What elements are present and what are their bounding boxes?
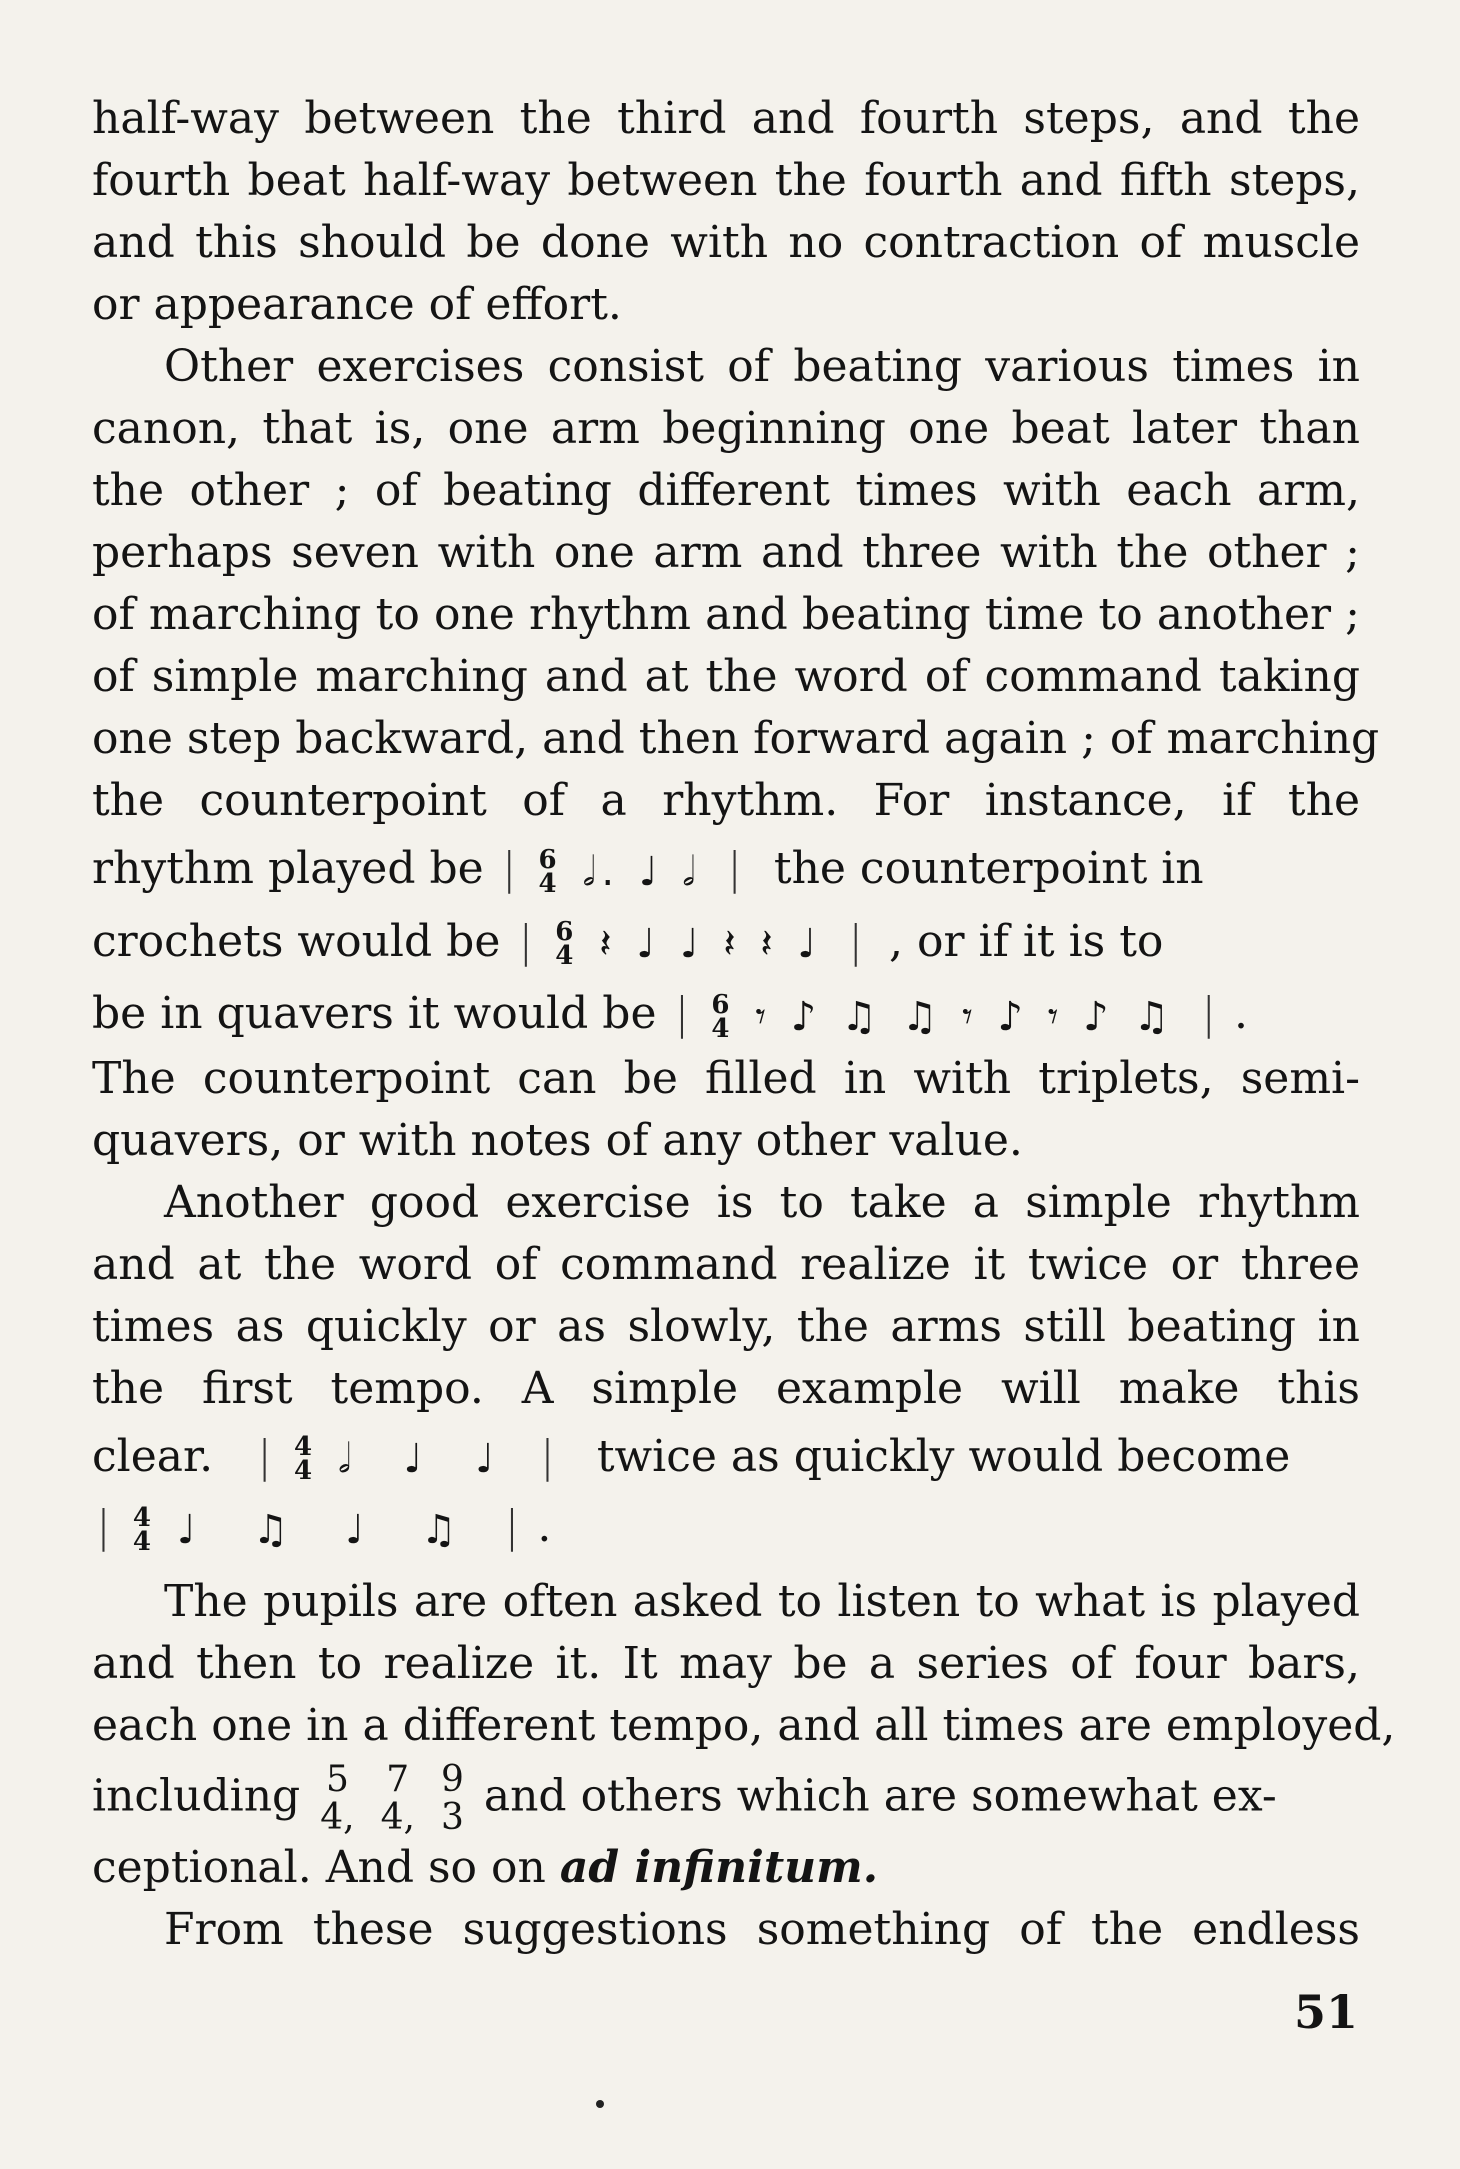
become-example-line — [92, 1496, 1360, 1561]
fraction-bottom: 3 — [440, 1796, 464, 1838]
time-signature-bottom: 4 — [294, 1456, 313, 1486]
music-notes: 𝅗𝅥 ♩ ♩ — [338, 1436, 514, 1482]
text-line: perhaps seven with one arm and three with the other ; — [92, 527, 1360, 578]
time-signature-top: 4 — [132, 1502, 151, 1533]
text-line: half-way between the third and fourth steps, and the — [92, 93, 1360, 144]
text-fragment: crochets would be — [92, 915, 501, 967]
italic-text: ad infinitum. — [559, 1841, 879, 1893]
time-fraction — [375, 1758, 421, 1838]
bar-line-icon: | — [848, 915, 864, 967]
fraction-bottom: 4, — [320, 1796, 355, 1838]
text-line: the counterpoint of a rhythm. For instance, if the — [92, 775, 1360, 826]
print-mark — [596, 2100, 604, 2108]
text-fragment: be in quavers it would be — [92, 988, 657, 1039]
time-signature-bottom: 4 — [711, 1013, 730, 1044]
crochets-example-line — [92, 911, 1360, 976]
time-signature-top: 6 — [711, 989, 730, 1020]
text-line: The counterpoint can be filled in with triplets, semi- — [92, 1052, 1360, 1104]
time-fraction — [314, 1758, 360, 1838]
fraction-bottom: 4, — [380, 1796, 415, 1838]
text-line: the first tempo. A simple example will make this — [92, 1362, 1360, 1414]
text-line: quavers, or with notes of any other value. — [92, 1114, 1023, 1166]
time-signature — [707, 989, 733, 1044]
time-signature — [535, 844, 561, 899]
page-number: 51 — [1293, 1985, 1358, 2039]
music-notes: 𝄽 ♩ ♩ 𝄽 𝄽 ♩ — [599, 921, 823, 967]
text-fragment: . — [537, 1501, 552, 1552]
quavers-example-line — [92, 983, 1360, 1048]
time-fraction — [435, 1758, 470, 1838]
text-fragment: including — [92, 1770, 301, 1821]
text-fragment: clear. — [92, 1430, 214, 1482]
time-signature-bottom: 4 — [538, 868, 557, 899]
text-line: or appearance of effort. — [92, 279, 622, 330]
text-fragment: , or if it is to — [889, 915, 1164, 967]
text-line — [92, 1837, 1360, 1899]
including-line — [92, 1758, 1360, 1838]
text-fragment: . — [1234, 988, 1249, 1039]
rhythm-example-line — [92, 838, 1360, 903]
text-line: times as quickly or as slowly, the arms still beating in — [92, 1300, 1360, 1352]
fraction-top: 7 — [386, 1758, 410, 1800]
fraction-top: 5 — [325, 1758, 349, 1800]
body-text — [92, 88, 1396, 1961]
clear-example-line — [92, 1426, 1360, 1491]
fraction-top: 9 — [440, 1758, 464, 1800]
bar-line-icon: | — [674, 988, 690, 1039]
time-signature-top: 4 — [294, 1432, 313, 1462]
text-line: and at the word of command realize it twice or three — [92, 1238, 1360, 1290]
bar-line-icon: | — [257, 1430, 272, 1482]
text-line: and then to realize it. It may be a series of four bars, — [92, 1637, 1360, 1689]
music-notes: 𝅗𝅥. ♩ 𝅗𝅥 — [582, 848, 702, 895]
bar-line-icon: | — [96, 1501, 111, 1552]
time-signature-bottom: 4 — [555, 941, 574, 971]
text-line: From these suggestions something of the endless — [164, 1903, 1360, 1955]
text-line: fourth beat half-way between the fourth and fifth steps, — [92, 155, 1360, 206]
text-line: Another good exercise is to take a simple rhythm — [164, 1176, 1360, 1228]
time-signature-top: 6 — [538, 844, 557, 875]
text-line: canon, that is, one arm beginning one beat later than — [92, 403, 1360, 454]
bar-line-icon: | — [501, 843, 517, 894]
text-fragment: ceptional. And so on — [92, 1841, 546, 1893]
text-fragment: rhythm played be — [92, 843, 484, 894]
bar-line-icon: | — [518, 915, 534, 967]
text-line: each one in a different tempo, and all times are employed, — [92, 1699, 1396, 1751]
time-signature-bottom: 4 — [132, 1526, 151, 1557]
text-fragment: and others which are somewhat ex- — [483, 1770, 1277, 1821]
bar-line-icon: | — [727, 843, 742, 894]
time-signature — [290, 1432, 316, 1486]
text-line: The pupils are often asked to listen to what is played — [164, 1575, 1360, 1627]
text-line: of marching to one rhythm and beating time to another ; — [92, 589, 1360, 640]
music-notes: ♩ ♫ ♩ ♫ — [176, 1506, 479, 1553]
text-line: the other ; of beating different times with each arm, — [92, 465, 1360, 516]
bar-line-icon: | — [539, 1430, 555, 1482]
music-notes: 𝄾 ♪ ♫ ♫ 𝄾 ♪ 𝄾 ♪ ♫ — [755, 993, 1176, 1040]
text-fragment: the counterpoint in — [773, 843, 1204, 894]
text-line: and this should be done with no contraction of muscle — [92, 217, 1360, 268]
text-line: Other exercises consist of beating various times in — [164, 341, 1360, 392]
time-signature-top: 6 — [555, 917, 574, 947]
time-signature — [129, 1502, 155, 1557]
bar-line-icon: | — [504, 1501, 520, 1552]
text-line: of simple marching and at the word of command taking — [92, 651, 1360, 702]
bar-line-icon: | — [1201, 988, 1217, 1039]
text-line: one step backward, and then forward again ; of marching — [92, 713, 1380, 764]
time-signature — [551, 917, 577, 971]
text-fragment: twice as quickly would become — [596, 1430, 1291, 1482]
